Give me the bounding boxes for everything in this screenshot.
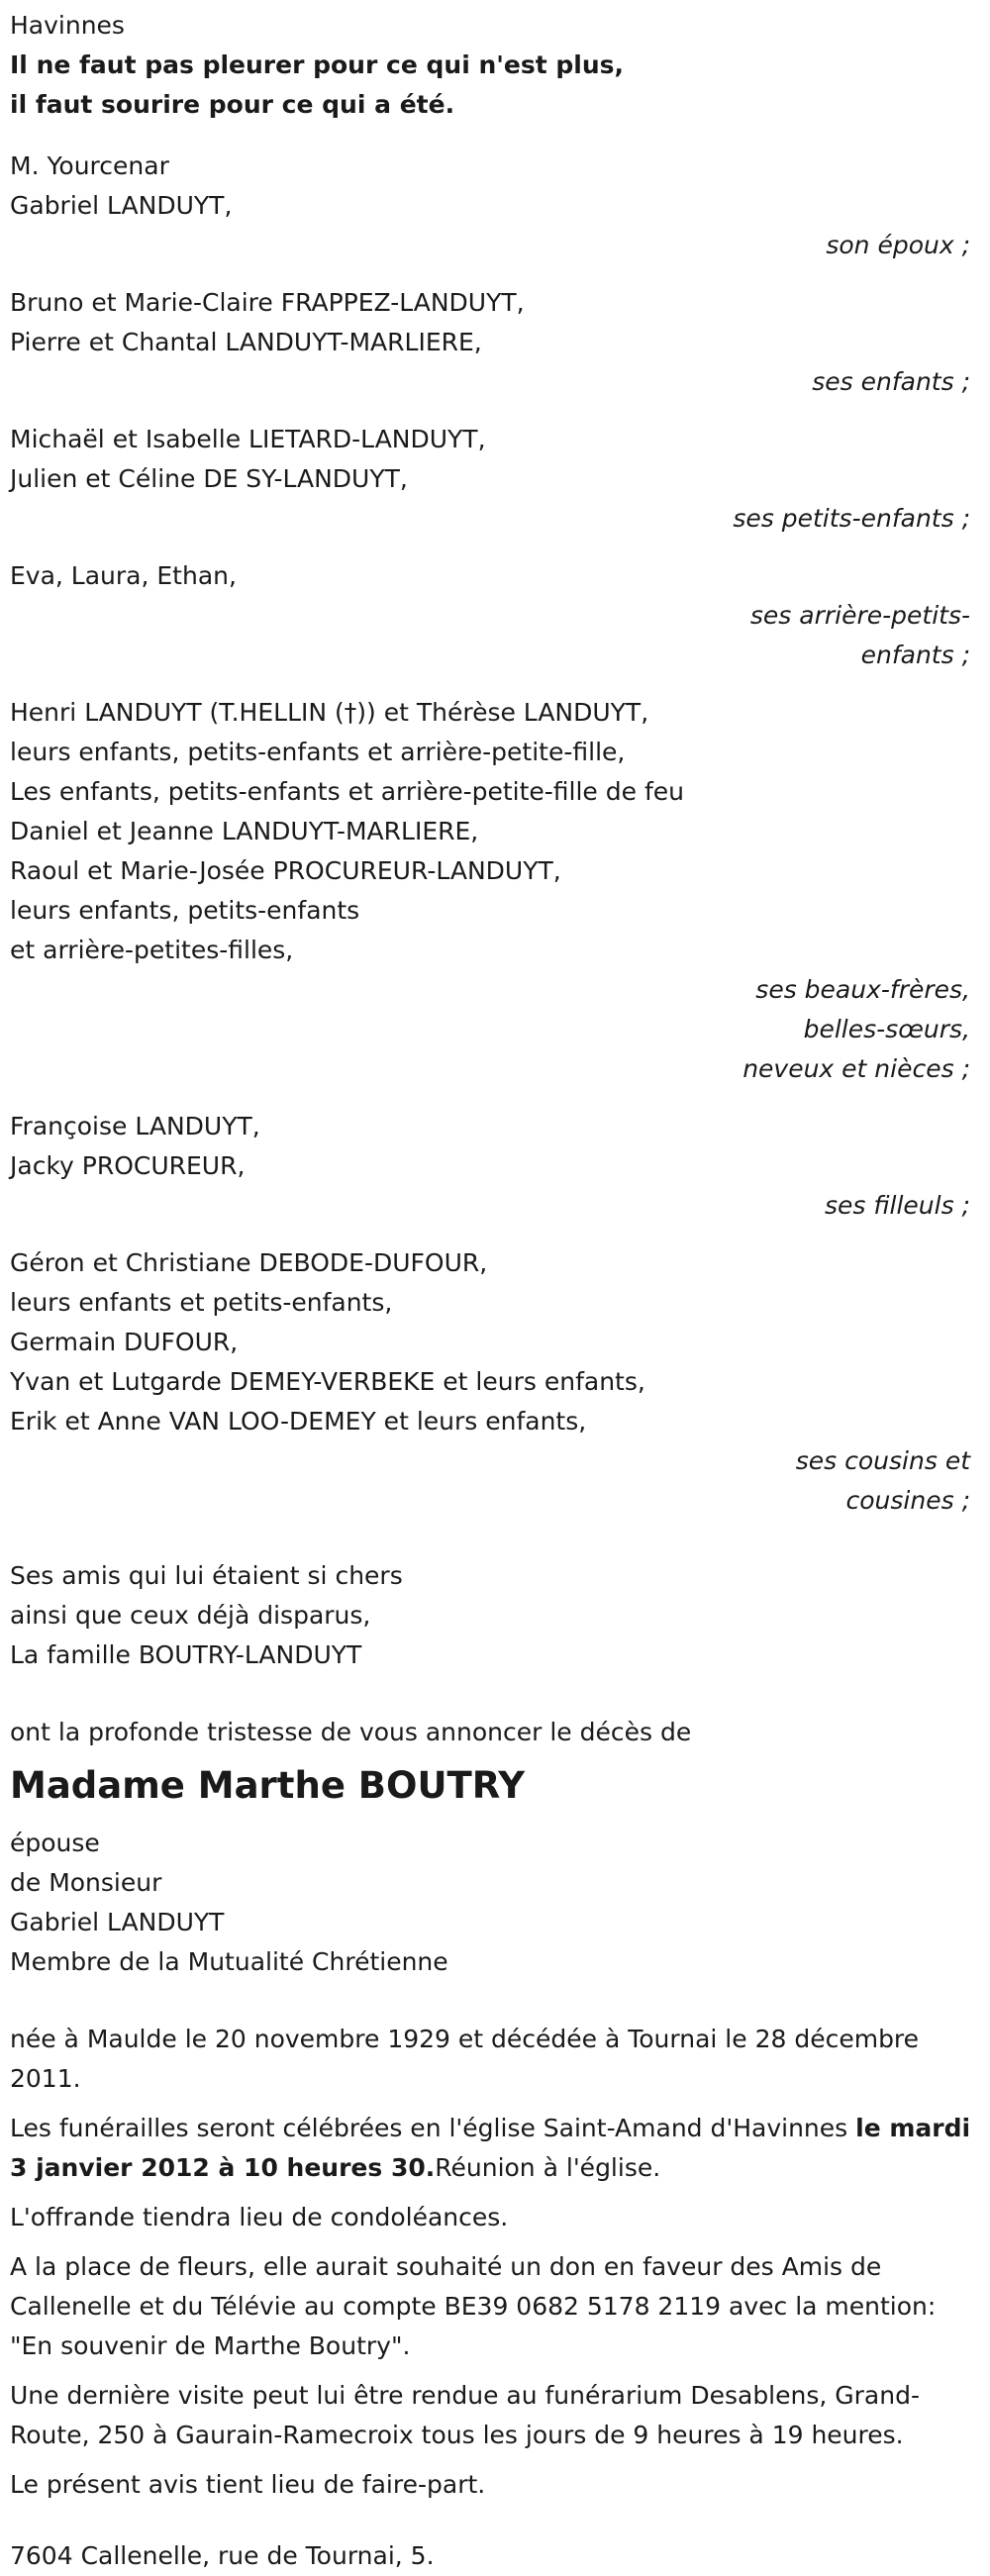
relationship-label: ses filleuls ; (825, 1191, 970, 1220)
family-member-line: Géron et Christiane DEBODE-DUFOUR, (10, 1248, 488, 1277)
visit-info: Une dernière visite peut lui être rendue au funérarium Desablens, Grand-Route, 250 à Gaurain-Ramecroix tous les jours de 9 heures à 19 heures. (10, 2381, 920, 2449)
family-group (10, 283, 980, 420)
family-member-line: Eva, Laura, Ethan, (10, 561, 237, 590)
detail-line: Membre de la Mutualité Chrétienne (10, 1947, 448, 1976)
funeral-date: le mardi 3 janvier 2012 à 10 heures 30. (10, 2114, 971, 2182)
family-member-line: Les enfants, petits-enfants et arrière-petite-fille de feu (10, 777, 684, 806)
funeral-text: Les funérailles seront célébrées en l'église Saint-Amand d'Havinnes (10, 2114, 856, 2142)
family-member-line: Jacky PROCUREUR, (10, 1151, 246, 1180)
friends-line: La famille BOUTRY-LANDUYT (10, 1640, 362, 1669)
quote-line-1: Il ne faut pas pleurer pour ce qui n'est plus, (10, 50, 625, 79)
family-group (10, 1243, 980, 1538)
family-group (10, 1107, 980, 1243)
family-member-line: leurs enfants et petits-enfants, (10, 1288, 393, 1317)
family-member-line: leurs enfants, petits-enfants et arrière-petite-fille, (10, 738, 626, 766)
detail-line: épouse (10, 1829, 100, 1857)
family-member-line: Françoise LANDUYT, (10, 1112, 260, 1140)
family-group (10, 556, 980, 693)
relationship-label: son époux ; (826, 231, 970, 259)
donation-info: A la place de fleurs, elle aurait souhaité un don en faveur des Amis de Callenelle et du Télévie au compte BE39 0682 5178 2119 avec la mention: "En souvenir de Marthe Boutry". (10, 2252, 937, 2360)
address: 7604 Callenelle, rue de Tournai, 5. (10, 2541, 435, 2570)
relationship-label: enfants ; (860, 641, 970, 669)
detail-line: Gabriel LANDUYT (10, 1908, 225, 1936)
funeral-meeting: Réunion à l'église. (435, 2153, 661, 2182)
quote-line-2: il faut sourire pour ce qui a été. (10, 90, 455, 119)
relationship-label: ses cousins et (795, 1446, 970, 1475)
family-member-line: Julien et Céline DE SY-LANDUYT, (10, 464, 408, 493)
deceased-name: Madame Marthe BOUTRY (10, 1764, 526, 1807)
relationship-label: ses arrière-petits- (749, 601, 970, 630)
family-member-line: leurs enfants, petits-enfants (10, 896, 360, 925)
relationship-label: cousines ; (845, 1486, 970, 1515)
family-member-line: Michaël et Isabelle LIETARD-LANDUYT, (10, 425, 486, 453)
quote-author: M. Yourcenar (10, 151, 169, 180)
friends-line: ainsi que ceux déjà disparus, (10, 1601, 371, 1630)
relationship-label: ses enfants ; (812, 367, 970, 396)
family-member-line: Erik et Anne VAN LOO-DEMEY et leurs enfants, (10, 1407, 587, 1436)
family-member-line: Raoul et Marie-Josée PROCUREUR-LANDUYT, (10, 856, 561, 885)
family-group (10, 186, 980, 283)
family-member-line: Yvan et Lutgarde DEMEY-VERBEKE et leurs enfants, (10, 1367, 645, 1396)
family-member-line: Daniel et Jeanne LANDUYT-MARLIERE, (10, 817, 479, 845)
town-name: Havinnes (10, 11, 125, 40)
relationship-label: belles-sœurs, (803, 1015, 970, 1043)
offering-info: L'offrande tiendra lieu de condoléances. (10, 2203, 509, 2231)
family-group (10, 693, 980, 1107)
relationship-label: neveux et nièces ; (742, 1054, 970, 1083)
family-member-line: Bruno et Marie-Claire FRAPPEZ-LANDUYT, (10, 288, 525, 317)
family-group (10, 420, 980, 556)
birth-death-info: née à Maulde le 20 novembre 1929 et décédée à Tournai le 28 décembre 2011. (10, 2025, 920, 2093)
family-member-line: et arrière-petites-filles, (10, 936, 294, 964)
family-list (10, 186, 980, 1538)
deceased-details (10, 1824, 980, 1982)
relationship-label: ses petits-enfants ; (733, 504, 970, 533)
announcement: ont la profonde tristesse de vous annoncer le décès de (10, 1718, 692, 1746)
funeral-info (10, 2109, 975, 2188)
family-member-line: Gabriel LANDUYT, (10, 191, 233, 220)
friends-block (10, 1556, 980, 1675)
family-member-line: Germain DUFOUR, (10, 1328, 239, 1356)
detail-line: de Monsieur (10, 1868, 162, 1897)
relationship-label: ses beaux-frères, (755, 975, 970, 1004)
family-member-line: Henri LANDUYT (T.HELLIN (†)) et Thérèse LANDUYT, (10, 698, 649, 727)
family-member-line: Pierre et Chantal LANDUYT-MARLIERE, (10, 328, 482, 356)
friends-line: Ses amis qui lui étaient si chers (10, 1561, 403, 1590)
notice-info: Le présent avis tient lieu de faire-part. (10, 2470, 486, 2499)
